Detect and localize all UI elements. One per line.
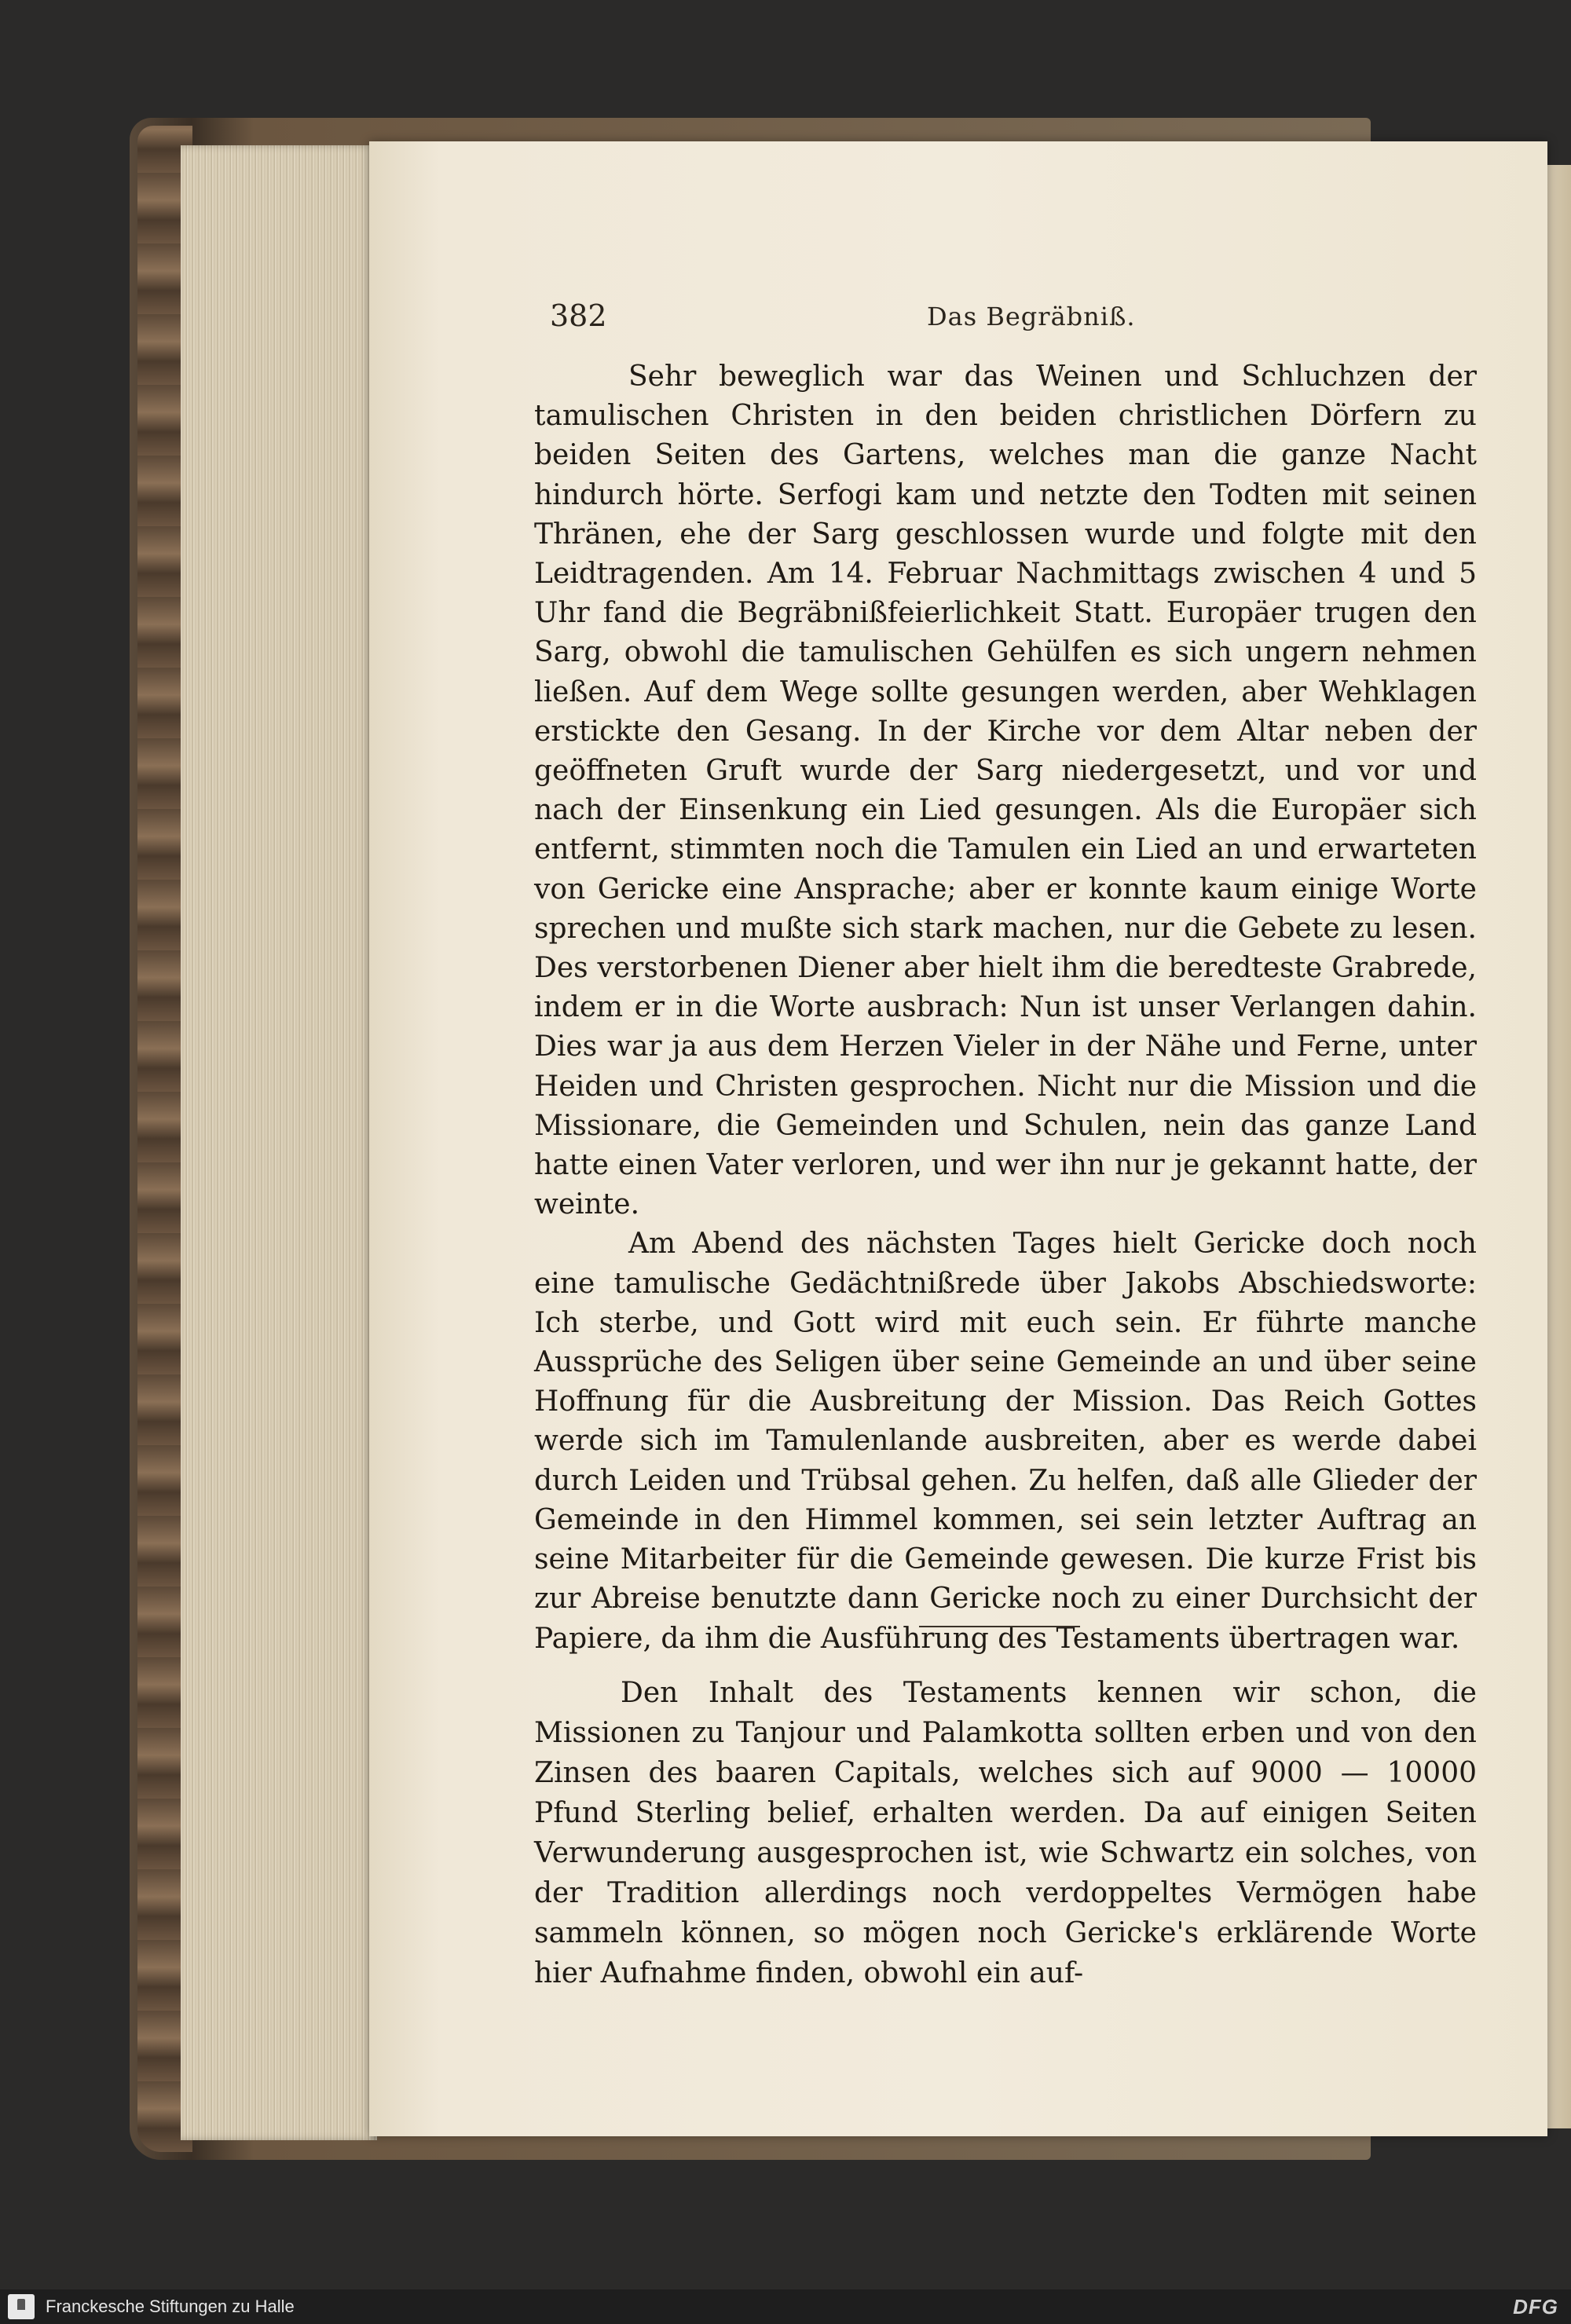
main-text [534,357,1477,1659]
institution-label: Franckesche Stiftungen zu Halle [46,2297,295,2316]
running-head: Das Begräbniß. [927,302,1136,331]
paragraph-1: Sehr beweglich war das Weinen und Schluchzen der tamulischen Christen in den beiden christlichen Dörfern zu beiden Seiten des Gartens, welches man die ganze Nacht hindurch hörte. Serfogi kam und netzte den Todten mit seinen Thränen, ehe der Sarg geschlossen wurde und folgte mit den Leidtragenden. Am 14. Februar Nachmittags zwischen 4 und 5 Uhr fand die Begräbnißfeierlichkeit Statt. Europäer trugen den Sarg, obwohl die tamulischen Gehülfen es sich ungern nehmen ließen. Auf dem Wege sollte gesungen werden, aber Wehklagen erstickte den Gesang. In der Kirche vor dem Altar neben der geöffneten Gruft wurde der Sarg niedergesetzt, und vor und nach der Einsenkung ein Lied gesungen. Als die Europäer sich entfernt, stimmten noch die Tamulen ein Lied an und erwarteten von Gericke eine Ansprache; aber er konnte kaum einige Worte sprechen und mußte sich stark machen, nur die Gebete zu lesen. Des verstorbenen Diener aber hielt ihm die beredteste Grabrede, indem er in die Worte ausbrach: Nun ist unser Verlangen dahin. Dies war ja aus dem Herzen Vieler in der Nähe und Ferne, unter Heiden und Christen gesprochen. Nicht nur die Mission und die Missionare, die Gemeinden und Schulen, nein das ganze Land hatte einen Vater verloren, und wer ihn nur je gekannt hatte, der weinte. [534,360,1477,1221]
paragraph-2: Am Abend des nächsten Tages hielt Gericke doch noch eine tamulische Gedächtnißrede über Jakobs Abschiedsworte: Ich sterbe, und Gott wird mit euch sein. Er führte manche Aussprüche des Seligen über seine Gemeinde an und über seine Hoffnung für die Ausbreitung der Mission. Das Reich Gottes werde sich im Tamulenlande ausbreiten, aber es werde dabei durch Leiden und Trübsal gehen. Zu helfen, daß alle Glieder der Gemeinde in den Himmel kommen, sei sein letzter Auftrag an seine Mitarbeiter für die Gemeinde gewesen. Die kurze Frist bis zur Abreise benutzte dann Gericke noch zu einer Durchsicht der Papiere, da ihm die Ausführung des Testaments übertragen war. [534,1228,1477,1655]
facing-page-edge [1544,165,1571,2128]
viewer-footer [0,2289,1571,2324]
section-divider [919,1626,1080,1627]
institution-logo-icon [8,2294,35,2319]
second-section-text [534,1673,1477,1993]
dfg-logo: DFG [1513,2295,1558,2319]
page-header [550,298,1492,338]
paragraph-3: Den Inhalt des Testaments kennen wir schon, die Missionen zu Tanjour und Palamkotta sollten erben und von den Zinsen des baaren Capitals, welches sich auf 9000 — 10000 Pfund Sterling belief, erhalten werden. Da auf einigen Seiten Verwunderung ausgesprochen ist, wie Schwartz ein solches, von der Tradition allerdings noch verdoppeltes Vermögen habe sammeln können, so mögen noch Gericke's erklärende Worte hier Aufnahme finden, obwohl ein auf- [534,1677,1477,1989]
page-block-edges [181,145,377,2140]
page-number: 382 [550,298,607,333]
